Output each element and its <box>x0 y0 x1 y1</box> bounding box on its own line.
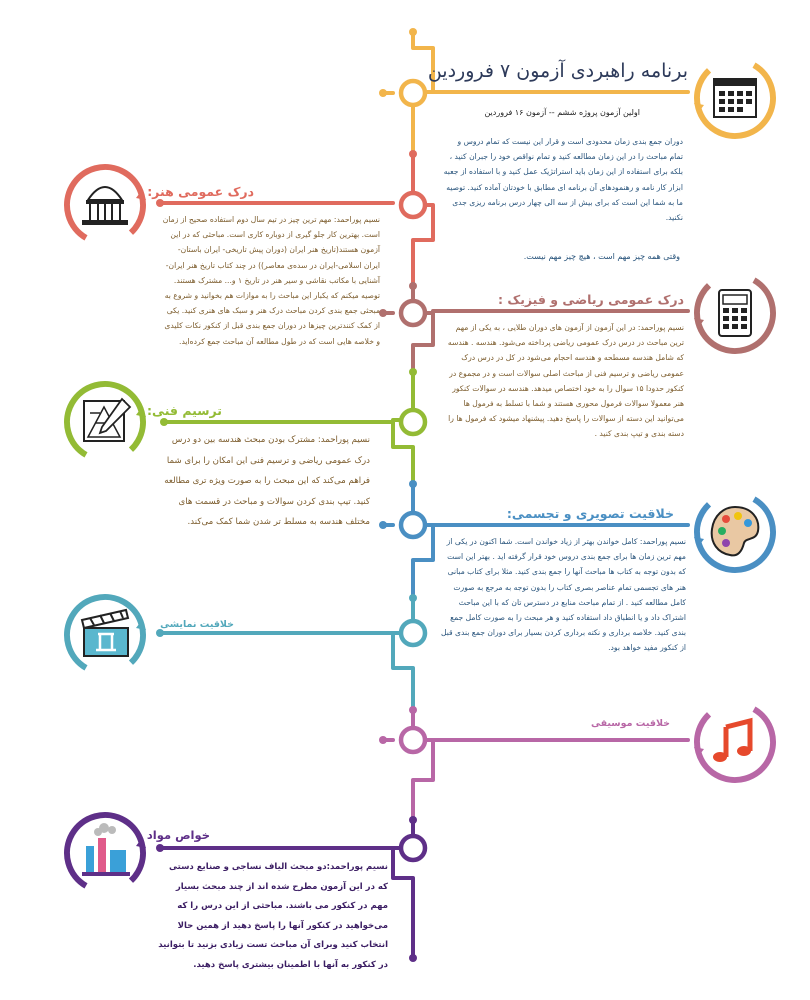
motto-text: وقتی همه چیز مهم است ، هیچ چیز مهم نیست. <box>523 252 680 261</box>
drafting-icon <box>60 377 150 467</box>
timeline-segment-blue <box>413 484 433 598</box>
calculator-icon <box>690 268 780 358</box>
section-body-material-properties: نسیم پوراحمد:دو مبحث الیاف نساجی و صنایع دستی که در این آزمون مطرح شده اند از چند مبحث بسیار مهم در کنکور می باشند. مباحثی از این درس را که می‌خواهید در کنکور آنها را پاسخ دهید از همین حالا انتخاب کنید وبرای آن مباحث تست زیادی بزنید تا بتوانید در کنکور به آنها با اطمینان بیشتری پاسخ دهید. <box>158 862 388 970</box>
section-title-art: درک عمومی هنر: <box>147 184 254 199</box>
timeline-segment-teal <box>393 598 413 710</box>
section-title-music-creativity: خلاقیت موسیقی <box>590 718 670 729</box>
section-title-technical-drawing: ترسیم فنی: <box>147 403 222 418</box>
museum-icon <box>60 160 150 250</box>
timeline-segment-mauve <box>413 286 433 372</box>
node-blue <box>401 513 425 537</box>
section-title-performance-creativity: خلاقیت نمایشی <box>160 619 234 630</box>
theater-icon <box>60 590 150 680</box>
section-title-visual-creativity: خلاقیت تصویری و تجسمی: <box>506 506 674 521</box>
node-coral <box>401 193 425 217</box>
node-mauve <box>401 301 425 325</box>
page-subtitle: اولین آزمون پروژه ششم -- آزمون ۱۶ فروردین <box>484 108 640 117</box>
section-body-technical-drawing: نسیم پوراحمد: مشترک بودن مبحث هندسه بین دو درس درک عمومی ریاضی و ترسیم فنی این امکان را برای شما فراهم می‌کند که این مبحث را به صورت ویژه تری مطالعه کنید. تیپ بندی کردن سوالات و مباحث در قسمت های مختلف هندسه به مسلط تر شدن شما کمک می‌کند. <box>164 435 370 527</box>
palette-icon <box>690 487 780 577</box>
node-teal <box>401 621 425 645</box>
timeline-segment-coral <box>413 154 433 286</box>
factory-icon <box>60 808 150 898</box>
section-body-math: نسیم پوراحمد: در این آزمون از آزمون های دوران طلایی ، به یکی از مهم ترین مباحث در درس درک عمومی ریاضی پرداخته می‌شود. هندسه . هندسه که شامل هندسه مسطحه و هندسه احجام می‌شود در کل در درس درک عمومی ریاضی و ترسیم فنی از مباحث اصلی سوالات است و در مجموع در کنکور حدودا ۱۵ سوال را به خود اختصاص میدهد. هندسه در سوالات کنکور هنر معمولا سوالات فرمول محوری هستند و شما با تسلط به فرمول ها می‌توانید این دسته از سوالات را پاسخ دهید. پیشنهاد میشود که فرمول ها را دسته بندی و تیپ بندی کنید . <box>447 323 684 439</box>
node-pink <box>401 728 425 752</box>
page-title: برنامه راهبردی آزمون ۷ فروردین <box>427 60 688 82</box>
section-title-math: درک عمومی ریاضی و فیزیک : <box>498 292 684 307</box>
music-note-icon <box>690 697 780 787</box>
calendar-icon <box>690 53 780 143</box>
section-body-visual-creativity: نسیم پوراحمد: کامل خواندن بهتر از زیاد خواندن است. شما اکنون در یکی از مهم ترین زمان ها برای جمع بندی دروس خود قرار گرفته اید . بهتر این است که بدون توجه به کتاب ها مباحث آنها را جمع بندی کنید. مثلا برای کتاب مبانی هنر های تجسمی تمام عناصر بصری کتاب را بدون توجه به مرجع به صورت کامل مطالعه کنید . از تمام مباحث منابع در دسترس تان که با این مباحث اشتراک داد و یا انطباق داد استفاده کنید و هر مبحث را به صورت کامل جمع بندی کنید. خلاصه برداری و نکته برداری کردن بسیار برای دوران جمع بندی قبل از کنکور مفید خواهد بود. <box>440 537 686 653</box>
node-purple <box>401 836 425 860</box>
section-title-material-properties: خواص مواد <box>146 828 210 842</box>
section-body-art: نسیم پوراحمد: مهم ترین چیز در تیم سال دوم استفاده صحیح از زمان است. بهترین کار جلو گیری از دوباره کاری است. مباحثی که در این آزمون هستند(تاریخ هنر ایران (دوران پیش تاریخی- ایران باستان-ایران اسلامی-ایران در سده‌ی معاصر)) در چند کتاب تاریخ هنر ایران- آشنایی با مکاتب نقاشی و سیر هنر در تاریخ ۱ و... مشترک هستند. توصیه میکنم که یکبار این مباحث را به موازات هم بخوانید و شروع به مبحثی جمع بندی کردن مباحث درک هنر و سبک های هنری کنید. یکی از کمک کنندترین چیزها در دوران جمع بندی قبل از کنکور نکات کلیدی و خلاصه هایی است که در طول مطالعه آن مباحث جمع کرده‌اید. <box>162 215 380 346</box>
intro-paragraph: دوران جمع بندی زمان محدودی است و قرار این نیست که تمام دروس و تمام مباحث را در این زمان مطالعه کنید و تمام نواقص خود را جبران کنید ، بلکه برای استفاده از این زمان باید استراتژیک عمل کنید و با استفاده از جعبه ابزار کار نامه و رهنمودهای آن برنامه ای مطابق با خودتان آماده کنید. توصیه ما به شما این است که برای بیش از سه الی چهار درس برنامه ریزی جدی نکنید. <box>443 137 683 223</box>
node-yellow <box>401 81 425 105</box>
node-green <box>401 410 425 434</box>
